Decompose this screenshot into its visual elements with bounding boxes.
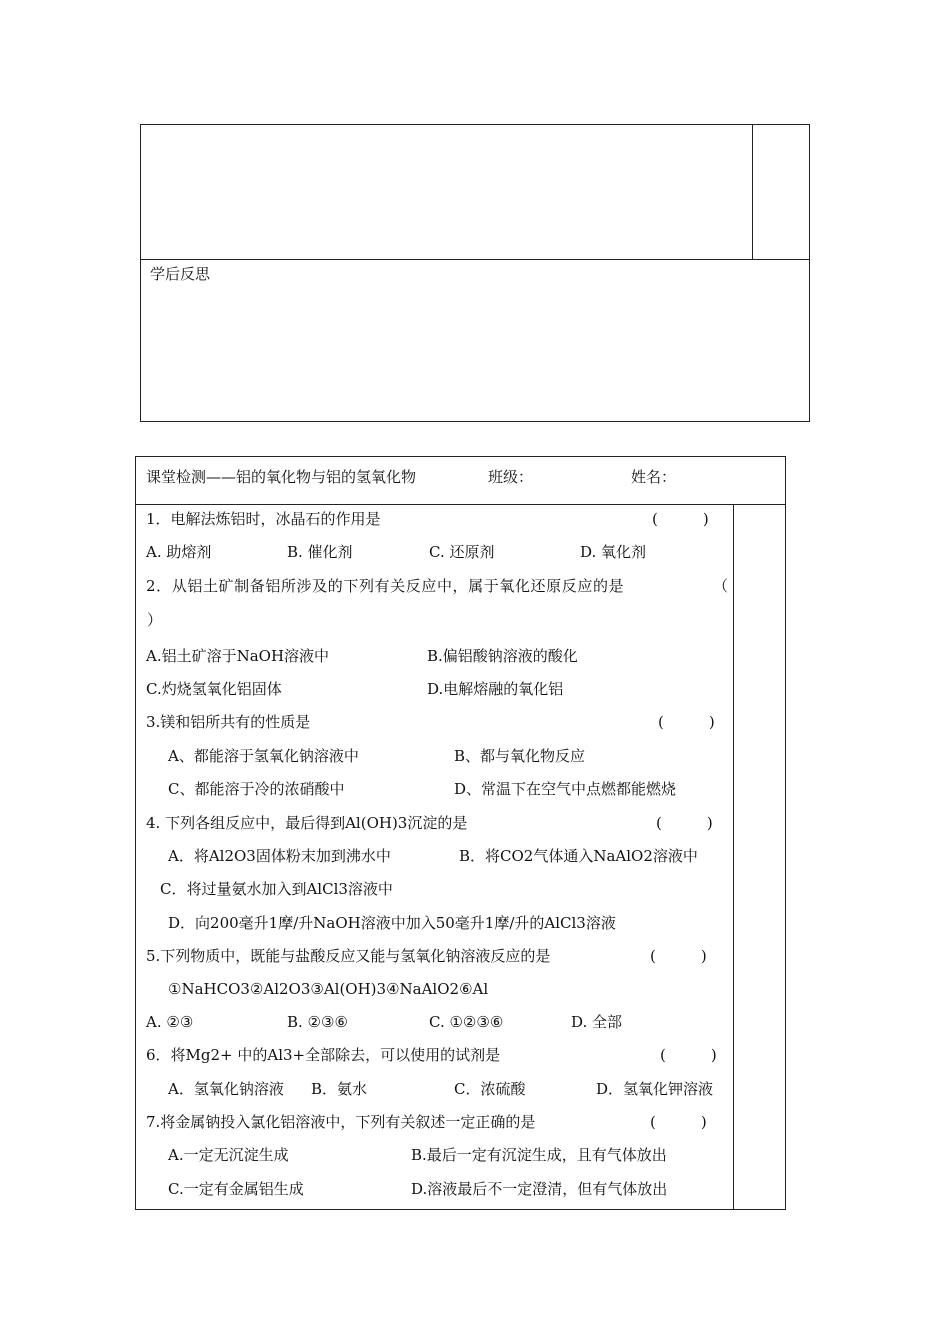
q3-option-d: D、常温下在空气中点燃都能燃烧 [454, 780, 677, 798]
q5-option-c: C. ①②③⑥ [429, 1013, 504, 1031]
q5-items: ①NaHCO3②Al2O3③Al(OH)3④NaAlO2⑥Al [168, 980, 489, 998]
q1-answer-paren: ( ) [652, 510, 709, 528]
q6-option-b: B．氨水 [311, 1080, 368, 1098]
q3-answer-paren: ( ) [658, 713, 715, 731]
q4-option-c: C．将过量氨水加入到AlCl3溶液中 [160, 880, 393, 898]
q3-option-c: C、都能溶于冷的浓硝酸中 [168, 780, 345, 798]
q5-option-a: A. ②③ [146, 1013, 194, 1031]
q6-option-d: D．氢氧化钾溶液 [596, 1080, 714, 1098]
q4-option-b: B．将CO2气体通入NaAlO2溶液中 [459, 847, 698, 865]
q2-option-b: B.偏铝酸钠溶液的酸化 [427, 647, 578, 665]
class-label: 班级： [488, 468, 534, 486]
q4-stem: 4. 下列各组反应中，最后得到Al(OH)3沉淀的是 [146, 814, 468, 832]
q6-option-a: A．氢氧化钠溶液 [168, 1080, 284, 1098]
q5-option-d: D. 全部 [571, 1013, 623, 1031]
q1-option-c: C. 还原剂 [429, 543, 495, 561]
q2-paren-open: （ [713, 577, 729, 595]
quiz-title: 课堂检测——铝的氧化物与铝的氢氧化物 [146, 468, 417, 486]
q7-option-b: B.最后一定有沉淀生成，且有气体放出 [411, 1146, 667, 1164]
q6-answer-paren: ( ) [660, 1046, 717, 1064]
name-label: 姓名： [631, 468, 677, 486]
q7-answer-paren: ( ) [650, 1113, 707, 1131]
q7-option-c: C.一定有金属铝生成 [168, 1180, 304, 1198]
q5-option-b: B. ②③⑥ [287, 1013, 348, 1031]
q4-answer-paren: ( ) [656, 814, 713, 832]
q2-option-a: A.铝土矿溶于NaOH溶液中 [146, 647, 330, 665]
q7-option-a: A.一定无沉淀生成 [168, 1146, 289, 1164]
top-table [140, 124, 810, 422]
q1-option-a: A. 助熔剂 [146, 543, 212, 561]
q6-stem: 6．将Mg2+ 中的Al3+全部除去，可以使用的试剂是 [146, 1046, 501, 1064]
q1-option-d: D. 氧化剂 [580, 543, 647, 561]
q2-option-d: D.电解熔融的氧化铝 [427, 680, 564, 698]
q7-stem: 7.将金属钠投入氯化铝溶液中，下列有关叙述一定正确的是 [146, 1113, 536, 1131]
q5-stem: 5.下列物质中，既能与盐酸反应又能与氢氧化钠溶液反应的是 [146, 947, 551, 965]
q3-option-b: B、都与氧化物反应 [454, 747, 586, 765]
top-table-column-divider [752, 124, 753, 260]
q2-stem: 2．从铝土矿制备铝所涉及的下列有关反应中，属于氧化还原反应的是 [146, 577, 625, 595]
q5-answer-paren: ( ) [650, 947, 707, 965]
q3-stem: 3.镁和铝所共有的性质是 [146, 713, 311, 731]
quiz-column-divider [733, 504, 734, 1210]
q6-option-c: C．浓硫酸 [454, 1080, 526, 1098]
q1-option-b: B. 催化剂 [287, 543, 353, 561]
reflection-label: 学后反思 [150, 265, 211, 283]
q2-paren-close: ） [147, 611, 163, 629]
top-table-row-divider [140, 259, 810, 260]
quiz-header-divider [135, 504, 786, 505]
q3-option-a: A、都能溶于氢氧化钠溶液中 [168, 747, 359, 765]
q7-option-d: D.溶液最后不一定澄清，但有气体放出 [411, 1180, 668, 1198]
q2-option-c: C.灼烧氢氧化铝固体 [146, 680, 282, 698]
q4-option-a: A．将Al2O3固体粉末加到沸水中 [168, 847, 391, 865]
q4-option-d: D．向200毫升1摩/升NaOH溶液中加入50毫升1摩/升的AlCl3溶液 [168, 914, 616, 932]
q1-stem: 1．电解法炼铝时，冰晶石的作用是 [146, 510, 381, 528]
